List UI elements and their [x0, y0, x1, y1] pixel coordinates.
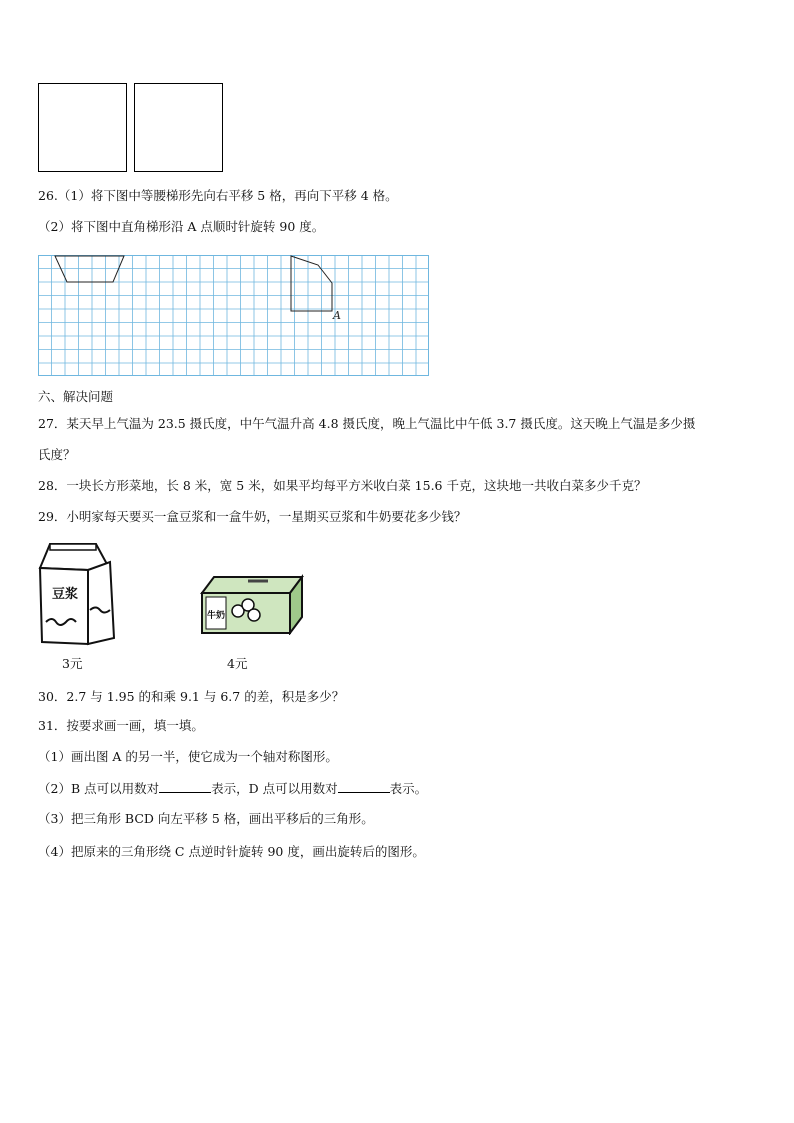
q31-part4: （4）把原来的三角形绕 C 点逆时针旋转 90 度，画出旋转后的图形。 [38, 844, 425, 859]
right-trapezoid [291, 256, 332, 311]
q28-text: 28．一块长方形菜地，长 8 米，宽 5 米，如果平均每平方米收白菜 15.6 千克，这块地一共收白菜多少千克？ [38, 478, 647, 493]
answer-blank-d[interactable] [338, 780, 390, 793]
answer-box-1 [38, 83, 127, 172]
milk-price: 4元 [227, 656, 248, 671]
q31-title: 31．按要求画一画，填一填。 [38, 718, 204, 733]
q27-line2: 氏度？ [38, 447, 76, 462]
soymilk-carton-image [38, 540, 120, 646]
q26-part1: 26.（1）将下图中等腰梯形先向右平移 5 格，再向下平移 4 格。 [38, 188, 398, 203]
q31-part2-b: 表示，D 点可以用数对 [211, 781, 338, 796]
answer-box-2 [134, 83, 223, 172]
q30-text: 30．2.7 与 1.95 的和乘 9.1 与 6.7 的差，积是多少？ [38, 689, 345, 704]
q27-line1: 27．某天早上气温为 23.5 摄氏度，中午气温升高 4.8 摄氏度，晚上气温比中午低 3.7 摄氏度。这天晚上气温是多少摄 [38, 416, 696, 431]
grid-figure [38, 255, 430, 377]
section-title: 六、解决问题 [38, 389, 114, 404]
point-a-label: A [333, 309, 341, 322]
milk-box-image [198, 573, 306, 635]
answer-blank-b[interactable] [159, 780, 211, 793]
grid-lines [38, 255, 429, 376]
q31-part1: （1）画出图 A 的另一半，使它成为一个轴对称图形。 [38, 749, 338, 764]
soymilk-label: 豆浆 [52, 587, 79, 602]
q31-part2-c: 表示。 [389, 781, 428, 796]
q31-part2-a: （2）B 点可以用数对 [38, 781, 160, 796]
q31-part3: （3）把三角形 BCD 向左平移 5 格，画出平移后的三角形。 [38, 811, 374, 826]
soymilk-price: 3元 [62, 656, 83, 671]
milk-label: 牛奶 [207, 611, 226, 621]
q26-part2: （2）将下图中直角梯形沿 A 点顺时针旋转 90 度。 [38, 219, 325, 234]
q31-part2 [38, 780, 427, 797]
q29-text: 29．小明家每天要买一盒豆浆和一盒牛奶，一星期买豆浆和牛奶要花多少钱？ [38, 509, 467, 524]
